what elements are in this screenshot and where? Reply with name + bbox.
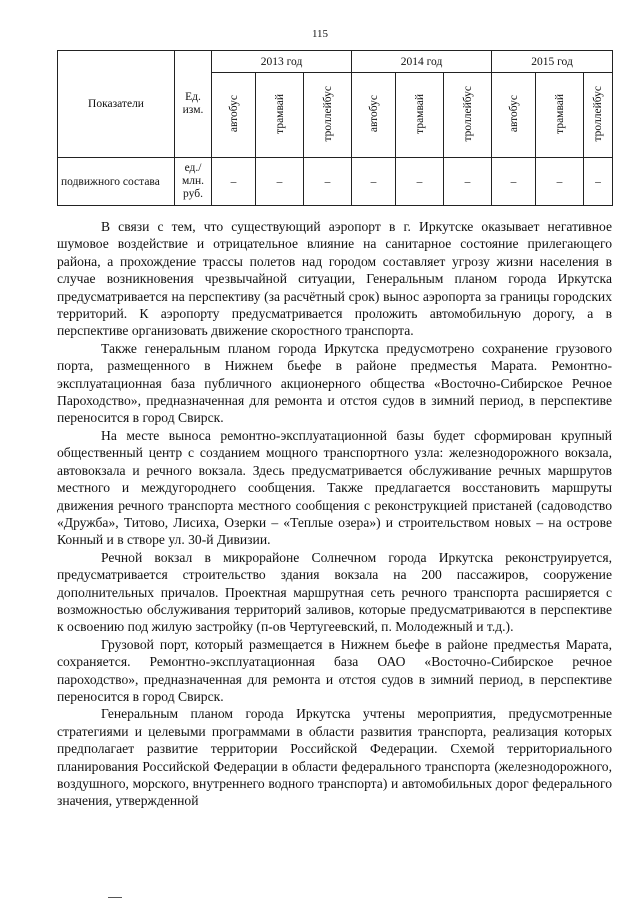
header-mode-tram-2015: трамвай [536, 73, 584, 158]
header-unit: Ед. изм. [175, 51, 212, 158]
paragraph-federal-programs: Генеральным планом города Иркутска учтены мероприятия, предусмотренные стратегиями и целевыми программами в области развития транспорта, реализация которых предполагает развитие территории Российской Федерации. Схемой территориального планирования Российской Федерации в области федерального транспорта (железнодорожного, воздушного, морского, внутреннего водного транспорта) и автомобильных дорог федерального значения, утвержденной [57, 706, 612, 809]
header-mode-trolleybus-2014: троллейбус [444, 73, 492, 158]
table-cell: – [256, 158, 304, 206]
header-indicator: Показатели [58, 51, 175, 158]
table-cell: – [492, 158, 536, 206]
paragraph-cargo-port: Также генеральным планом города Иркутска предусмотрено сохранение грузового порта, размещенного в Нижнем бьефе в районе предместья Марата. Ремонтно-эксплуатационная база публичного акционерного общества «Восточно-Сибирское Речное Пароходство», предназначенная для ремонта и отстоя судов в зимний период, в перспективе переносится в город Свирск. [57, 340, 612, 426]
body-text [57, 218, 612, 810]
table-cell: – [396, 158, 444, 206]
table-row [58, 158, 613, 206]
row-unit: ед./ млн. руб. [175, 158, 212, 206]
header-year-2014: 2014 год [352, 51, 492, 73]
paragraph-airport: В связи с тем, что существующий аэропорт в г. Иркутске оказывает негативное шумовое воздействие и отрицательное влияние на санитарное состояние прилегающего района, а прохождение трассы полетов над городом составляет угрозу жизни населения в случае возникновения чрезвычайной ситуации, Генеральным планом города Иркутска предусматривается на перспективу (за расчётный срок) вынос аэропорта за границы городских территорий. К аэропорту предусматривается проложить автомобильную дорогу, а в перспективе организовать движение скоростного транспорта. [57, 219, 612, 339]
header-mode-trolleybus-2013: троллейбус [304, 73, 352, 158]
footnote-separator [108, 897, 122, 898]
paragraph-river-station: Речной вокзал в микрорайоне Солнечном города Иркутска реконструируется, предусматривается строительство здания вокзала на 200 пассажиров, сооружение дополнительных причалов. Проектная маршрутная сеть речного транспорта расширяется с возможностью обслуживания территорий заливов, которые предусматриваются в перспективе к освоению под жилую застройку (п-ов Чертугеевский, п. Молодежный и т.д.). [57, 549, 612, 635]
page-number: 115 [311, 28, 329, 40]
header-mode-trolleybus-2015: троллейбус [584, 73, 613, 158]
header-year-2015: 2015 год [492, 51, 613, 73]
header-mode-bus-2014: автобус [352, 73, 396, 158]
table-cell: – [536, 158, 584, 206]
header-mode-bus-2015: автобус [492, 73, 536, 158]
table-cell: – [304, 158, 352, 206]
table-cell: – [212, 158, 256, 206]
paragraph-transport-hub: На месте выноса ремонтно-эксплуатационной базы будет сформирован крупный общественный центр с созданием мощного транспортного узла: железнодорожного вокзала, автовокзала и речного вокзала. Здесь предусматривается обслуживание речных маршрутов местного и междугороднего сообщения. Также предлагается восстановить маршруты движения речного транспорта местного сообщения с реконструкцией пристаней (садоводство «Дружба», Титово, Лисиха, Озерки – «Теплые озера») и строительством новых – на острове Конный и в створе ул. 30-й Дивизии. [57, 427, 612, 548]
header-mode-tram-2014: трамвай [396, 73, 444, 158]
paragraph-cargo-port-preserved: Грузовой порт, который размещается в Нижнем бьефе в районе предместья Марата, сохраняется. Ремонтно-эксплуатационная база ОАО «Восточно-Сибирское речное пароходство», предназначенная для ремонта и отстоя судов в зимний период, в перспективе переносится в город Свирск. [57, 636, 612, 704]
table-cell: – [584, 158, 613, 206]
row-label: подвижного состава [58, 158, 175, 206]
table-cell: – [352, 158, 396, 206]
indicators-table [57, 50, 613, 206]
header-mode-bus-2013: автобус [212, 73, 256, 158]
table-cell: – [444, 158, 492, 206]
header-mode-tram-2013: трамвай [256, 73, 304, 158]
header-year-2013: 2013 год [212, 51, 352, 73]
